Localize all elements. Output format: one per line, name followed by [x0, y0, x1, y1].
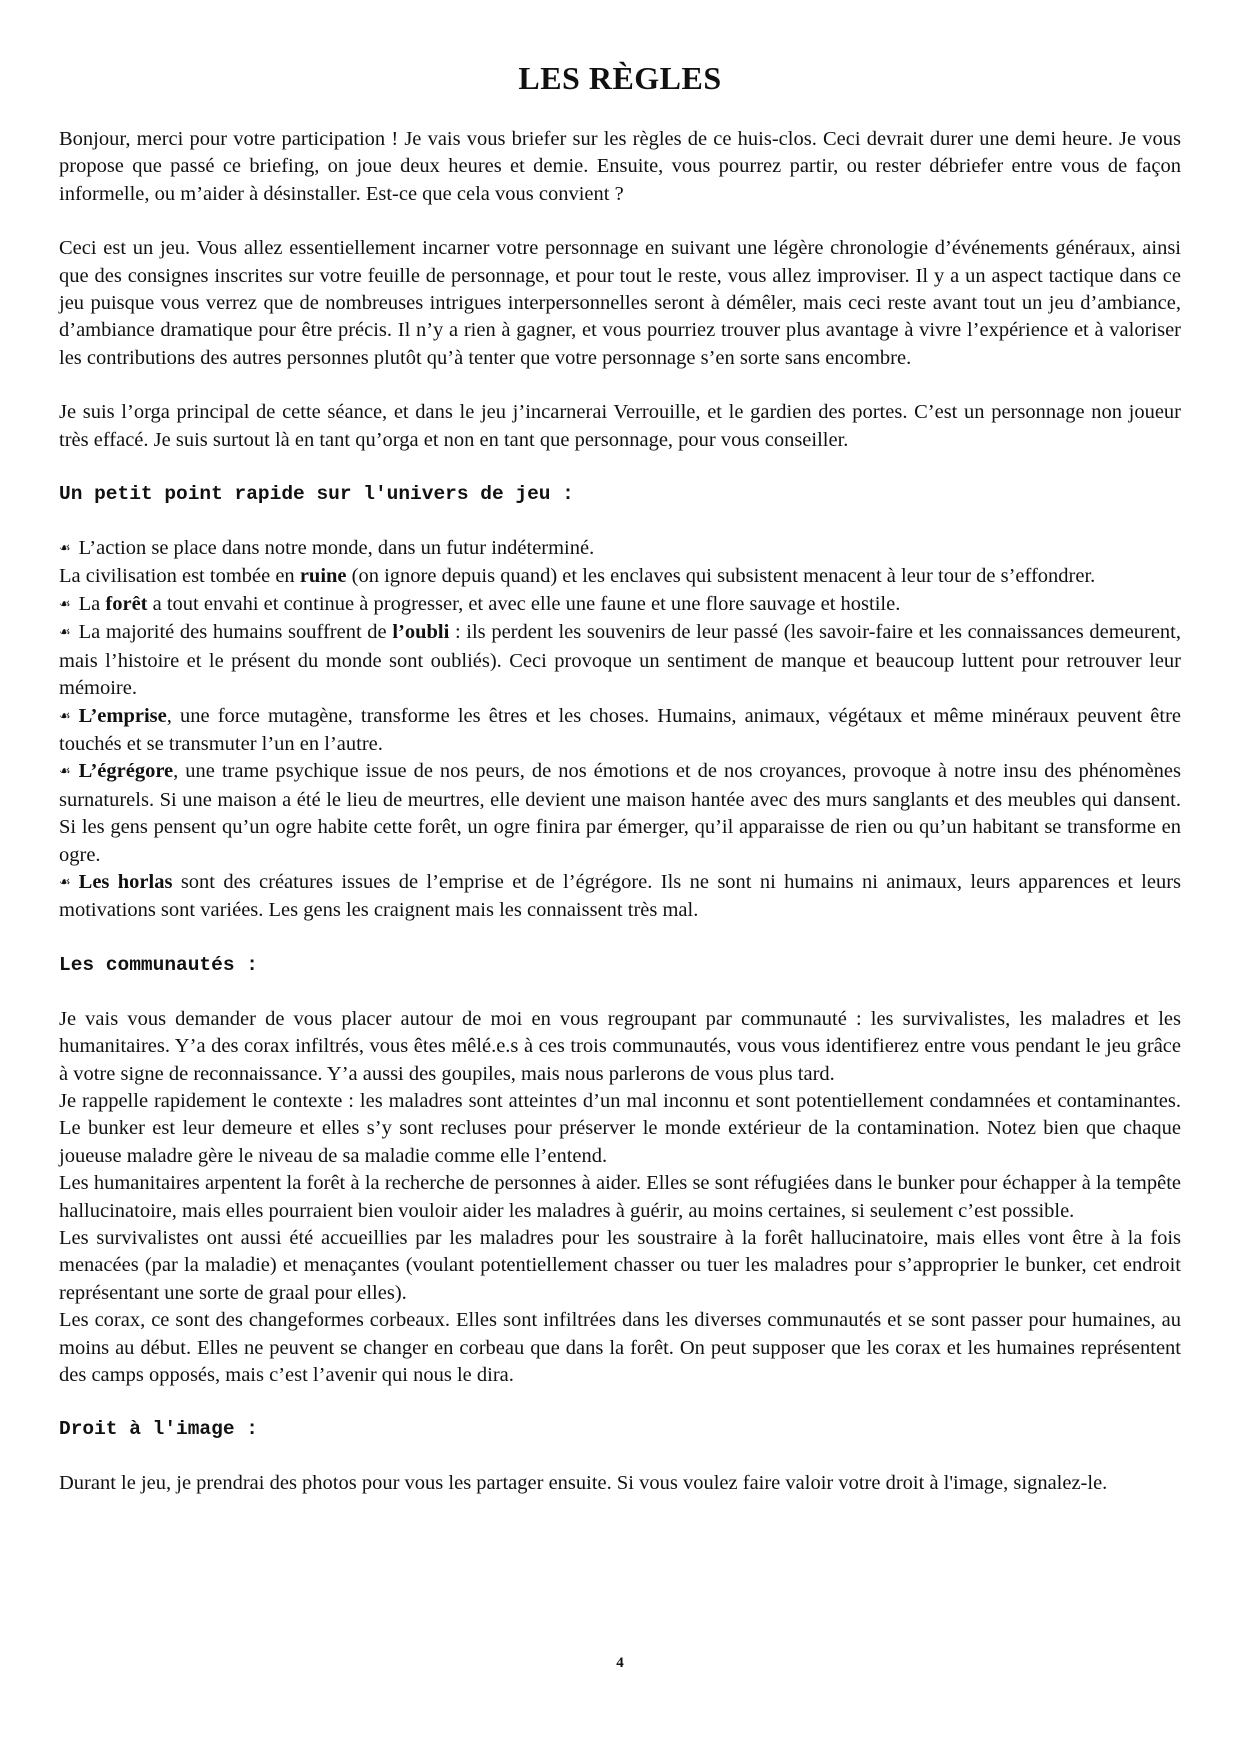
section-heading-univers: Un petit point rapide sur l'univers de jeu : [59, 483, 574, 506]
univers-item-egregore: ☙ L’égrégore, une trame psychique issue de nos peurs, de nos émotions et de nos croyances, provoque à notre insu des phénomènes surnaturels. Si une maison a été le lieu de meurtres, elle devient une maison hantée avec des murs sanglants et des meubles qui dansent. Si les gens pensent qu’un ogre habite cette forêt, un ogre finira par émerger, qu’il apparaisse de rien ou qu’un habitant se transforme en ogre. [59, 760, 1181, 866]
univers-item-ruine: La civilisation est tombée en ruine (on ignore depuis quand) et les enclaves qui subsistent menacent à leur tour de s’effondrer. [59, 565, 1096, 588]
fleuron-icon: ☙ [59, 873, 71, 889]
communautes-paragraph-1: Je vais vous demander de vous placer autour de moi en vous regroupant par communauté : les survivalistes, les maladres et les humanitaires. Y’a des corax infiltrés, vous êtes mêlé.e.s à ces trois communautés, vous vous identifierez entre vous pendant le jeu grâce à votre signe de reconnaissance. Y’a aussi des goupiles, mais nous parlerons de vous plus tard. [59, 1007, 1181, 1085]
intro-paragraph-3: Je suis l’orga principal de cette séance, et dans le jeu j’incarnerai Verrouille, et le gardien des portes. C’est un personnage non joueur très effacé. Je suis surtout là en tant qu’orga et non en tant que personnage, pour vous conseiller. [59, 401, 1181, 451]
page-content [59, 126, 1181, 1498]
keyword-oubli: l’oubli [392, 621, 450, 644]
fleuron-icon: ☙ [59, 540, 71, 556]
fleuron-icon: ☙ [59, 763, 71, 779]
univers-item-foret: ☙ La forêt a tout envahi et continue à progresser, et avec elle une faune et une flore sauvage et hostile. [59, 592, 901, 615]
page-number: 4 [616, 1655, 624, 1671]
droit-paragraph: Durant le jeu, je prendrai des photos pour vous les partager ensuite. Si vous voulez faire valoir votre droit à l'image, signalez-le. [59, 1472, 1108, 1495]
intro-paragraph-1: Bonjour, merci pour votre participation ! Je vais vous briefer sur les règles de ce huis-clos. Ceci devrait durer une demi heure. Je vous propose que passé ce briefing, on joue deux heures et demie. Ensuite, vous pourrez partir, ou rester débriefer entre vous de façon informelle, ou m’aider à désinstaller. Est-ce que cela vous convient ? [59, 128, 1181, 205]
keyword-egregore: L’égrégore [78, 760, 174, 783]
section-heading-communautes: Les communautés : [59, 953, 258, 976]
section-heading-droit-image: Droit à l'image : [59, 1418, 258, 1441]
keyword-foret: forêt [105, 592, 148, 615]
keyword-emprise: L’emprise [78, 704, 167, 727]
communautes-paragraph-4: Les survivalistes ont aussi été accueillies par les maladres pour les soustraire à la forêt hallucinatoire, mais elles vont être à la fois menacées (par la maladie) et menaçantes (voulant potentiellement chasser ou tuer les maladres pour s’approprier le bunker, cet endroit représentant une sorte de graal pour elles). [59, 1227, 1181, 1304]
fleuron-icon: ☙ [59, 624, 71, 640]
intro-paragraph-2: Ceci est un jeu. Vous allez essentiellement incarner votre personnage en suivant une légère chronologie d’événements généraux, ainsi que des consignes inscrites sur votre feuille de personnage, et pour tout le reste, vous allez improviser. Il y a un aspect tactique dans ce jeu puisque vous verrez que de nombreuses intrigues interpersonnelles seront à démêler, mais ceci reste avant tout un jeu d’ambiance, d’ambiance dramatique pour être précis. Il n’y a rien à gagner, et vous pourriez trouver plus avantage à vivre l’expérience et à valoriser les contributions des autres personnes plutôt qu’à tenter que votre personnage s’en sorte sans encombre. [59, 237, 1181, 369]
communautes-paragraph-3: Les humanitaires arpentent la forêt à la recherche de personnes à aider. Elles se sont réfugiées dans le bunker pour échapper à la tempête hallucinatoire, mais elles pourraient bien vouloir aider les maladres à guérir, au moins certaines, si seulement c’est possible. [59, 1172, 1181, 1222]
univers-item-oubli: ☙ La majorité des humains souffrent de l’oubli : ils perdent les souvenirs de leur passé (les savoir-faire et les connaissances demeurent, mais l’histoire et le présent du monde sont oubliés). Ceci provoque un sentiment de manque et beaucoup luttent pour retrouver leur mémoire. [59, 621, 1181, 700]
page-title: LES RÈGLES [518, 60, 722, 96]
communautes-paragraph-5: Les corax, ce sont des changeformes corbeaux. Elles sont infiltrées dans les diverses communautés et se sont passer pour humaines, au moins au début. Elles ne peuvent se changer en corbeau que dans la forêt. On peut supposer que les corax et les humaines représentent des camps opposés, mais c’est l’avenir qui nous le dira. [59, 1309, 1181, 1387]
univers-item-horlas: ☙ Les horlas sont des créatures issues de l’emprise et de l’égrégore. Ils ne sont ni humains ni animaux, leurs apparences et leurs motivations sont variées. Les gens les craignent mais les connaissent très mal. [59, 870, 1181, 922]
fleuron-icon: ☙ [59, 595, 71, 611]
univers-item-emprise: ☙ L’emprise, une force mutagène, transforme les êtres et les choses. Humains, animaux, végétaux et même minéraux peuvent être touchés et se transmuter l’un en l’autre. [59, 704, 1181, 755]
fleuron-icon: ☙ [59, 707, 71, 723]
communautes-paragraph-2: Je rappelle rapidement le contexte : les maladres sont atteintes d’un mal inconnu et sont potentiellement condamnées et contaminantes. Le bunker est leur demeure et elles s’y sont recluses pour préserver le monde extérieur de la contamination. Notez bien que chaque joueuse maladre gère le niveau de sa maladie comme elle l’entend. [59, 1089, 1181, 1167]
keyword-ruine: ruine [299, 565, 347, 588]
keyword-horlas: Les horlas [78, 870, 173, 893]
univers-item-action: ☙ L’action se place dans notre monde, dans un futur indéterminé. [59, 537, 595, 560]
